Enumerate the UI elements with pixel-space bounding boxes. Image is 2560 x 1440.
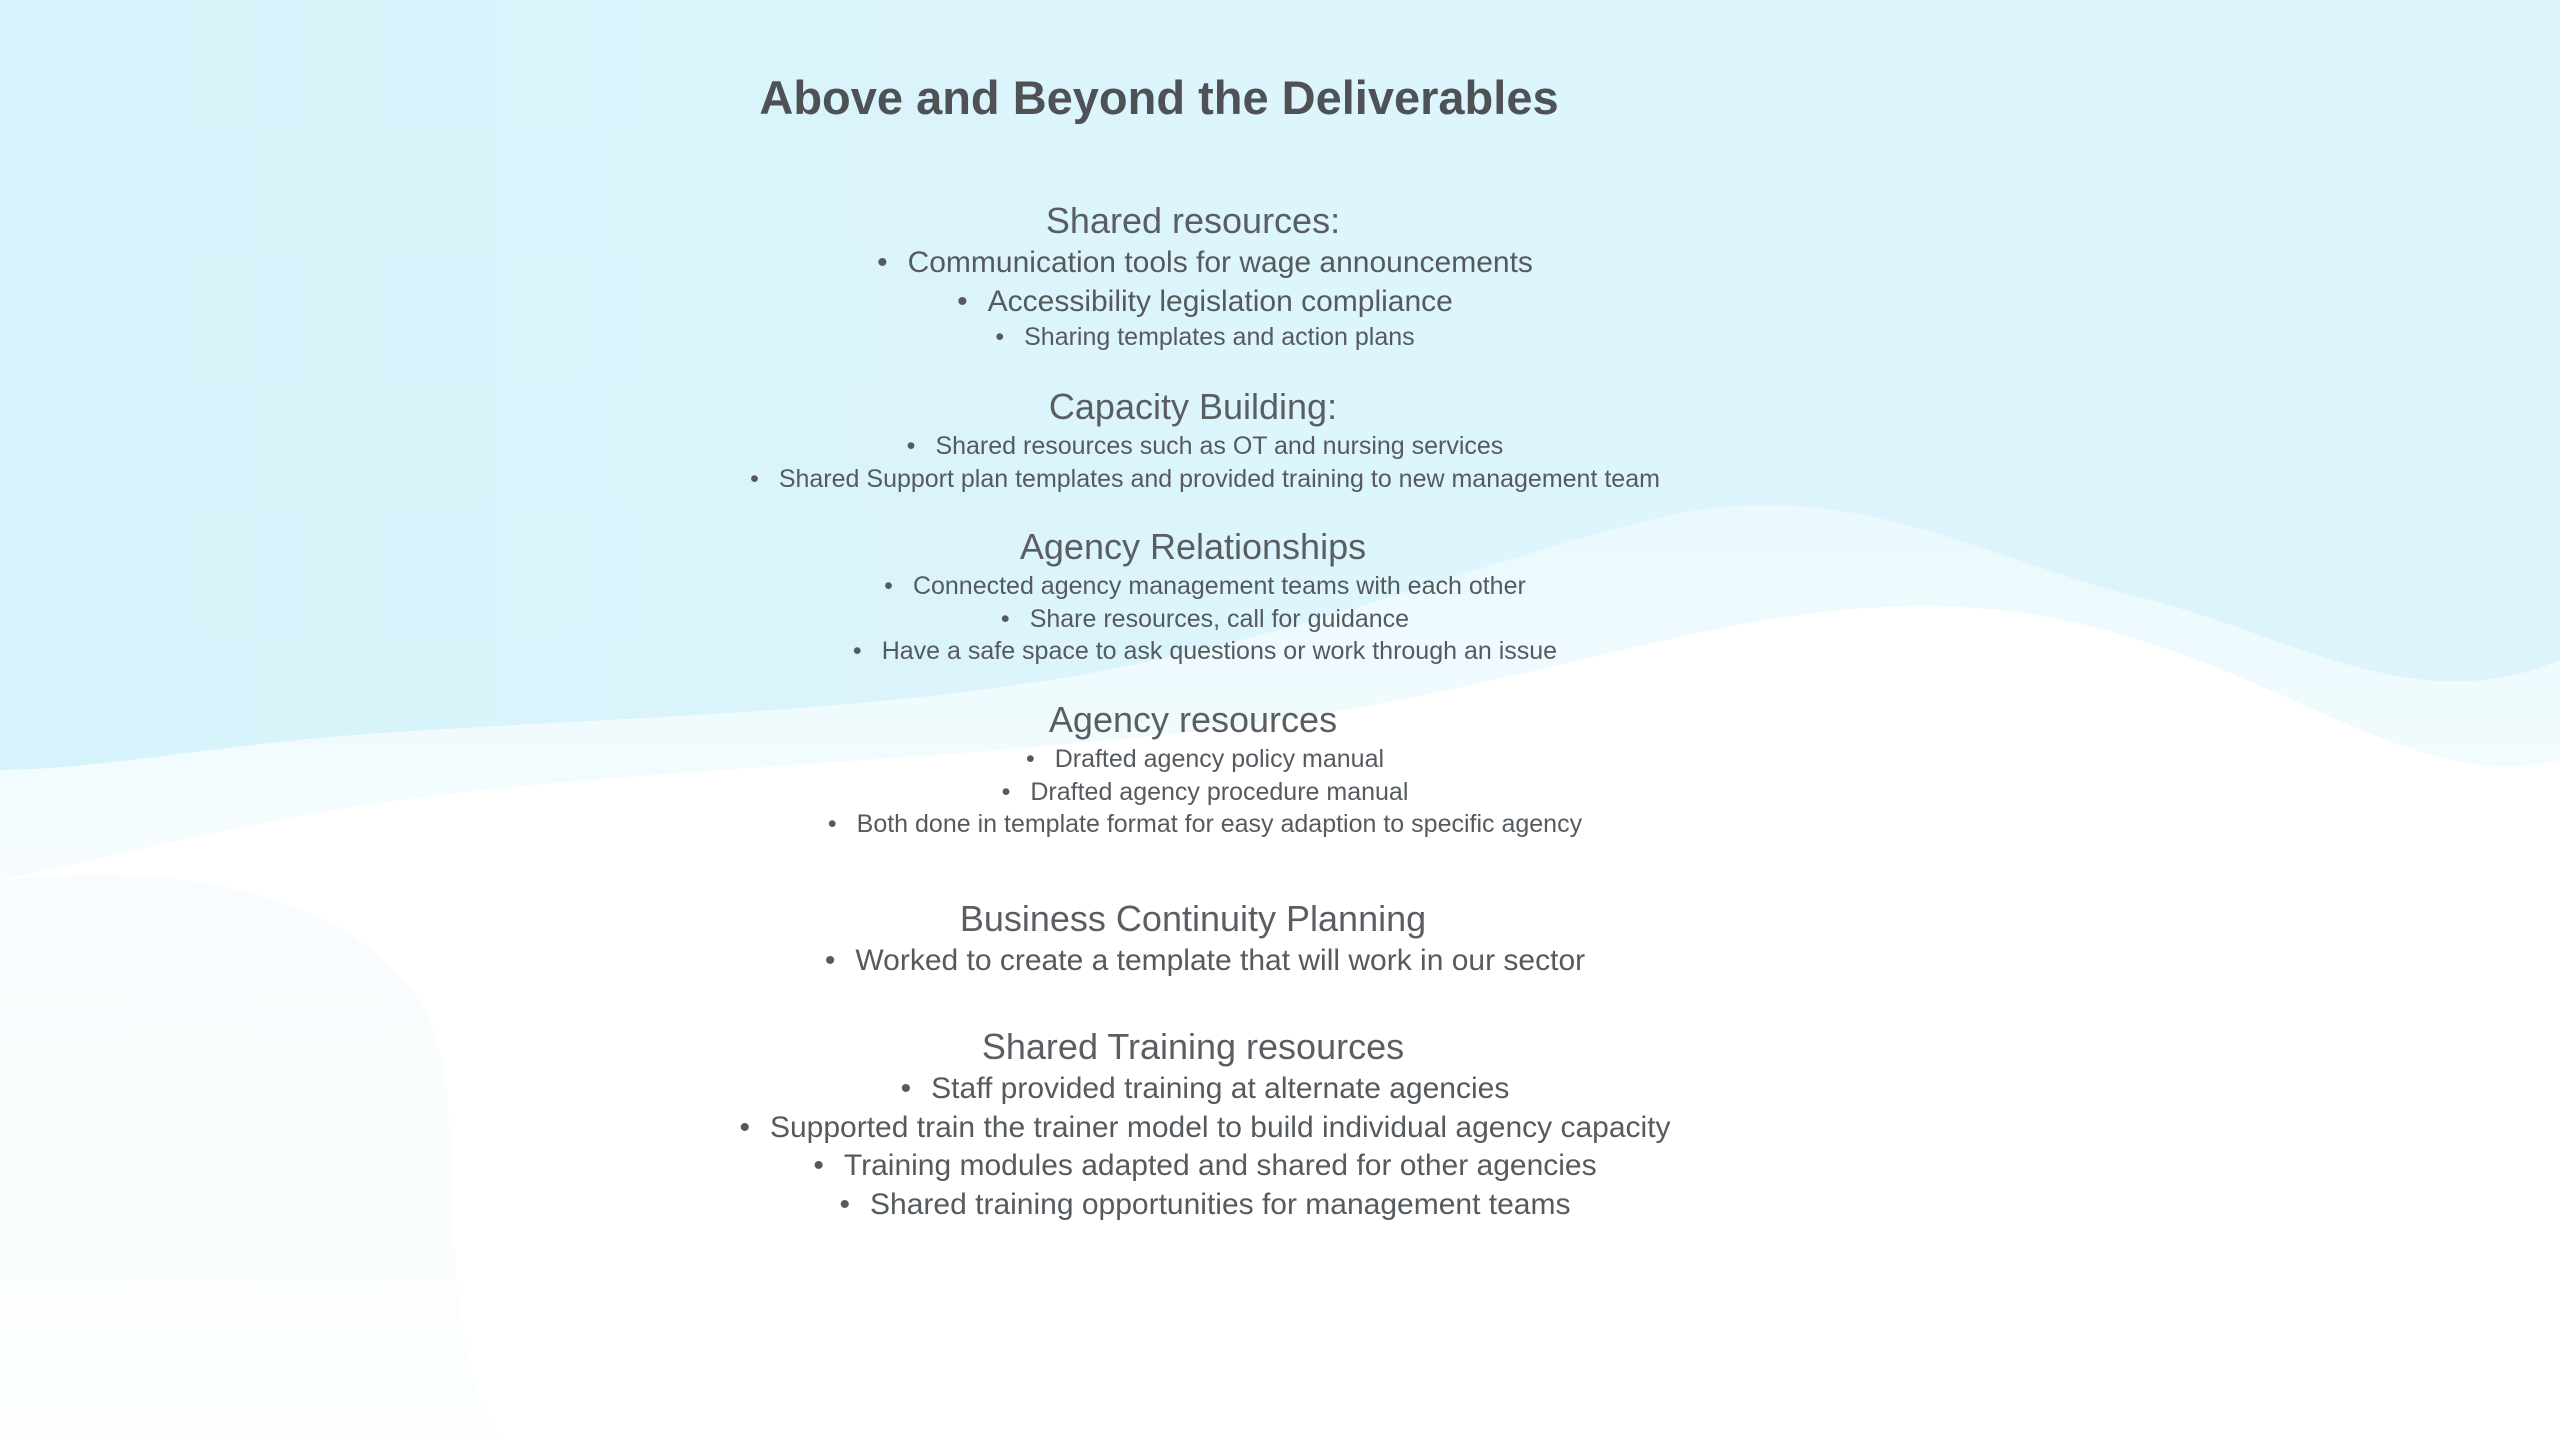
bullet-icon: •: [1025, 745, 1035, 773]
bullet-icon: •: [884, 572, 893, 600]
list-item: • Shared resources such as OT and nursing services: [0, 430, 2386, 463]
section-heading: Agency resources: [1048, 699, 1338, 740]
bullet-icon: •: [827, 810, 837, 838]
section-heading: Business Continuity Planning: [959, 898, 1427, 939]
section-shared-resources: [0, 198, 2386, 353]
list-item: • Worked to create a template that will work in our sector: [0, 942, 2386, 981]
section-heading: Agency Relationships: [1019, 526, 1367, 567]
list-item: • Drafted agency policy manual: [0, 743, 2386, 776]
list-item: • Communication tools for wage announcements: [0, 244, 2386, 283]
list-item: • Connected agency management teams with each other: [0, 570, 2386, 603]
section-capacity-building: [0, 384, 2386, 495]
section-agency-resources: [0, 697, 2386, 841]
bullet-icon: •: [906, 432, 916, 460]
list-item: • Training modules adapted and shared for other agencies: [0, 1147, 2386, 1186]
bullet-icon: •: [877, 246, 888, 279]
list-item: • Share resources, call for guidance: [0, 603, 2386, 636]
bullet-icon: •: [1001, 777, 1011, 806]
list-item: • Accessibility legislation compliance: [0, 283, 2386, 322]
bullet-icon: •: [1000, 604, 1010, 633]
section-heading: Capacity Building:: [1048, 386, 1338, 427]
list-item: • Drafted agency procedure manual: [0, 776, 2386, 809]
list-item: • Have a safe space to ask questions or work through an issue: [0, 635, 2386, 668]
section-agency-relationships: [0, 524, 2386, 668]
bullet-icon: •: [824, 944, 836, 977]
section-business-continuity: [0, 896, 2386, 981]
bullet-icon: •: [739, 1110, 750, 1144]
bullet-icon: •: [995, 323, 1005, 351]
section-heading: Shared resources:: [1045, 200, 1341, 241]
list-item: • Supported train the trainer model to build individual agency capacity: [0, 1109, 2386, 1148]
bullet-icon: •: [750, 464, 759, 493]
bullet-icon: •: [839, 1187, 851, 1221]
section-heading: Shared Training resources: [981, 1026, 1405, 1067]
bullet-icon: •: [957, 284, 968, 318]
list-item: • Shared training opportunities for management teams: [0, 1186, 2386, 1225]
bullet-icon: •: [813, 1149, 824, 1182]
list-item: • Sharing templates and action plans: [995, 323, 1415, 351]
section-shared-training: [0, 1024, 2386, 1224]
bullet-icon: •: [900, 1072, 912, 1105]
slide-title: Above and Beyond the Deliverables: [759, 71, 1559, 124]
list-item: • Staff provided training at alternate agencies: [0, 1070, 2386, 1109]
list-item: • Both done in template format for easy adaption to specific agency: [0, 808, 2386, 841]
list-item: • Shared Support plan templates and provided training to new management team: [0, 463, 2386, 496]
bullet-icon: •: [852, 637, 862, 665]
